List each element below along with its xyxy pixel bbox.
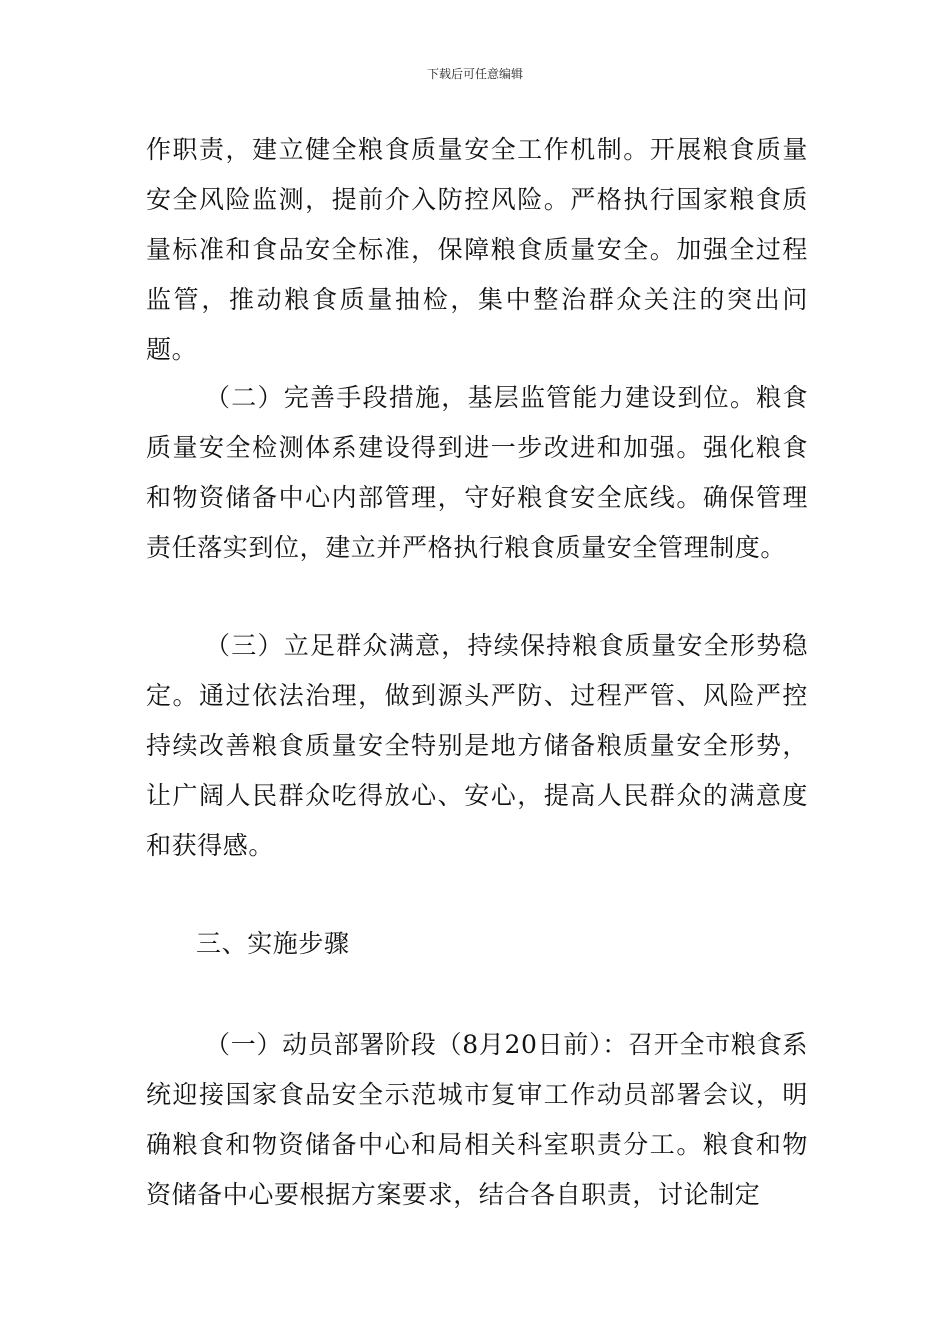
- heading-implementation-steps: 三、实施步骤: [196, 929, 350, 958]
- paragraph-section-2: （二）完善手段措施，基层监管能力建设到位。粮食质量安全检测体系建设得到进一步改进和加强。强化粮食和物资储备中心内部管理，守好粮食安全底线。确保管理责任落实到位，建立并严格执行粮食质量安全管理制度。: [146, 383, 808, 562]
- page-header: 下载后可任意编辑: [426, 67, 523, 81]
- paragraph-step-1: （一）动员部署阶段（8月20日前）：召开全市粮食系统迎接国家食品安全示范城市复审工作动员部署会议，明确粮食和物资储备中心和局相关科室职责分工。粮食和物资储备中心要根据方案要求，结合各自职责，讨论制定: [146, 1030, 808, 1209]
- paragraph-section-3: （三）立足群众满意，持续保持粮食质量安全形势稳定。通过依法治理，做到源头严防、过程严管、风险严控持续改善粮食质量安全特别是地方储备粮质量安全形势，让广阔人民群众吃得放心、安心，提高人民群众的满意度和获得感。: [146, 631, 808, 860]
- paragraph-continuation: 作职责，建立健全粮食质量安全工作机制。开展粮食质量安全风险监测，提前介入防控风险。严格执行国家粮食质量标准和食品安全标准，保障粮食质量安全。加强全过程监管，推动粮食质量抽检，集中整治群众关注的突出问题。: [146, 135, 808, 364]
